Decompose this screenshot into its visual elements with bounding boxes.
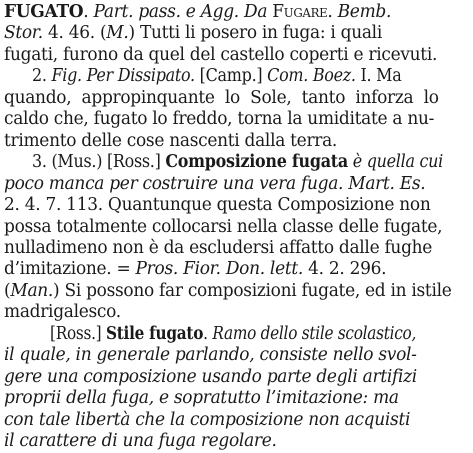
body-text: . bbox=[83, 2, 94, 22]
entry-line bbox=[4, 23, 466, 45]
body-text: d’imitazione. = bbox=[4, 259, 136, 280]
entry-line bbox=[32, 152, 466, 174]
italic-text: il carattere di una fuga regolare. bbox=[4, 431, 277, 451]
body-text: Fugare bbox=[272, 2, 328, 22]
body-text: caldo che, fugato lo freddo, torna la umiditate a nu- bbox=[4, 109, 435, 130]
italic-text: M. bbox=[106, 23, 129, 44]
entry-line bbox=[4, 217, 466, 239]
body-text: 2. 4. 7. 113. Quantunque questa Composizione non bbox=[4, 195, 431, 216]
italic-text: gere una composizione usando parte degli artifizi bbox=[4, 366, 417, 387]
entry-line bbox=[4, 388, 466, 410]
entry-line bbox=[4, 431, 466, 453]
body-text: trimento delle cose nascenti dalla terra. bbox=[4, 130, 338, 151]
entry-line bbox=[32, 66, 466, 88]
entry-line bbox=[4, 195, 466, 217]
italic-text: Part. pass. e Agg. Da bbox=[93, 2, 273, 22]
entry-line bbox=[4, 410, 466, 432]
body-text: nulladimeno non è da escludersi affatto dalle fughe bbox=[4, 237, 433, 258]
entry-line bbox=[4, 302, 466, 324]
body-text: 3. (Mus.) [Ross.] bbox=[32, 152, 166, 173]
headword-text: FUGATO bbox=[4, 2, 84, 22]
entry-line bbox=[4, 281, 466, 303]
headword-text: Composizione fugata bbox=[165, 152, 348, 173]
entry-line bbox=[4, 238, 466, 260]
body-text: . bbox=[203, 323, 213, 344]
body-text: fugati, furono da quel del castello coperti e ricevuti. bbox=[4, 44, 438, 65]
body-text: quando, appropinquante lo Sole, tanto inforza lo bbox=[4, 87, 439, 108]
italic-text: Fig. Per Dissipato. bbox=[51, 66, 195, 87]
italic-text: il quale, in generale parlando, consiste nello svol- bbox=[4, 345, 417, 366]
body-text: madrigalesco. bbox=[4, 302, 121, 323]
dictionary-entry-fugato bbox=[0, 2, 473, 451]
italic-text: poco manca per costruire una vera fuga. Mart. Es. bbox=[4, 173, 426, 194]
entry-line bbox=[4, 88, 466, 110]
italic-text: Man. bbox=[10, 280, 54, 301]
headword-text: Stile fugato bbox=[105, 323, 204, 344]
entry-line bbox=[4, 2, 466, 24]
body-text: ( bbox=[4, 280, 11, 301]
entry-line bbox=[50, 324, 466, 346]
entry-line bbox=[4, 109, 466, 131]
body-text: I. Ma bbox=[355, 66, 402, 87]
body-text: possa totalmente collocarsi nella classe delle fugate, bbox=[4, 216, 443, 237]
italic-text: Ramo dello stile scolastico, bbox=[212, 323, 417, 344]
body-text: . bbox=[327, 2, 338, 22]
italic-text: Bemb. bbox=[337, 2, 392, 22]
italic-text: è quella cui bbox=[352, 152, 443, 173]
italic-text: Com. Boez. bbox=[267, 66, 356, 87]
entry-line bbox=[4, 45, 466, 67]
entry-line bbox=[4, 174, 466, 196]
italic-text: Pros. Fior. Don. lett. bbox=[135, 259, 304, 280]
body-text: ) Tutti li posero in fuga: i quali bbox=[128, 23, 382, 44]
body-text: ) Si possono far composizioni fugate, ed in istile bbox=[53, 280, 452, 301]
body-text: 2. bbox=[32, 66, 52, 87]
body-text: [Camp.] bbox=[194, 66, 268, 87]
body-text: 4. 46. ( bbox=[42, 23, 107, 44]
entry-line bbox=[4, 367, 466, 389]
italic-text: proprii della fuga, e sopratutto l’imitazione: ma bbox=[4, 388, 399, 409]
entry-line bbox=[4, 259, 466, 281]
entry-line bbox=[4, 131, 466, 153]
italic-text: con tale libertà che la composizione non acquisti bbox=[4, 409, 411, 430]
body-text: [Ross.] bbox=[50, 323, 106, 344]
entry-line bbox=[4, 345, 466, 367]
body-text: 4. 2. 296. bbox=[303, 259, 387, 280]
italic-text: Stor. bbox=[4, 23, 43, 44]
